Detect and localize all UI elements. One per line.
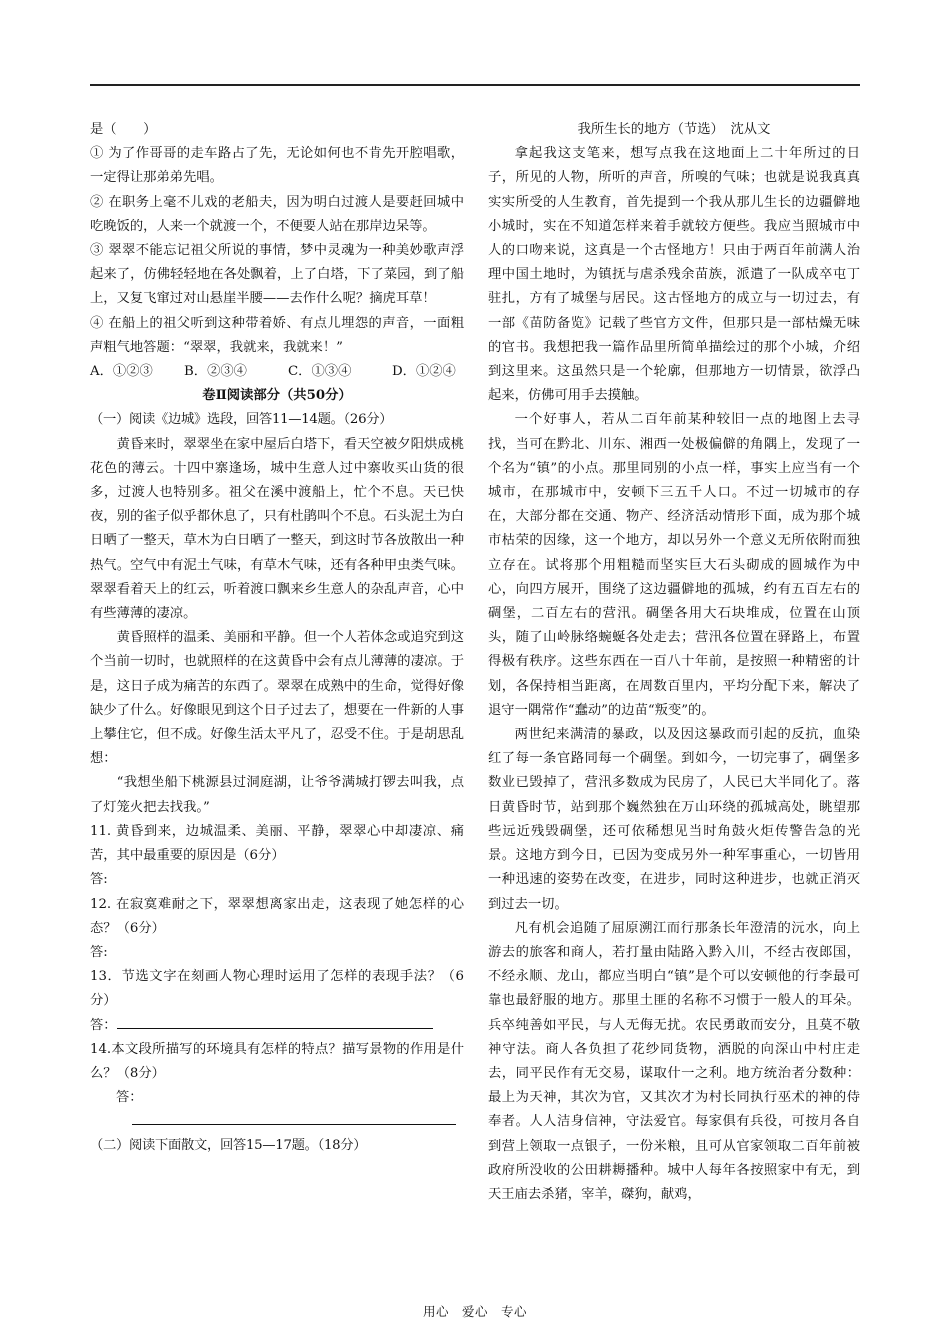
essay-title: 我所生长的地方（节选） 沈从文 <box>577 122 771 137</box>
essay-paragraph-1: 拿起我这支笔来，想写点我在这地面上二十年所过的日子，所见的人物，所听的声音，所嗅的气味；也就是说我真真实实所受的人生教育，首先提到一个我从那儿生长的边疆僻地小城时，实在不知道怎样来着手就较方便些。我应当照城市中人的口吻来说，这真是一个古怪地方！只由于两百年前满人治理中国土地时，为镇抚与虐杀残余苗族，派遣了一队成卒屯丁驻扎，方有了城堡与居民。这古怪地方的成立与一切过去，有一部《苗防备览》记载了些官方文件，但那只是一部枯燥无味的官书。我想把我一篇作品里所简单描绘过的那个小城，介绍到这里来。这虽然只是一个轮廓，但那地方一切情景，欲浮凸起来，仿佛可用手去摸触。 <box>488 146 860 404</box>
header-rule <box>90 84 860 86</box>
q10-item-1: ① 为了作哥哥的走车路占了先，无论如何也不肯先开腔唱歌，一定得让那弟弟先唱。 <box>90 146 464 186</box>
question-12: 12. 在寂寞难耐之下，翠翠想离家出走，这表现了她怎样的心态？（6分） <box>90 896 464 936</box>
passage-paragraph-2: 黄昏照样的温柔、美丽和平静。但一个人若体念或追究到这个当前一切时，也就照样的在这黄昏中会有点儿薄薄的凄凉。于是，这日子成为痛苦的东西了。翠翠在成熟中的生命，觉得好像缺少了什么。好像眼见到这个日子过去了，想要在一件新的人事上攀住它，但不成。好像生活太平凡了，忍受不住。于是胡思乱想： <box>90 630 464 767</box>
question-13: 13．节选文字在刻画人物心理时运用了怎样的表现手法？（6分） <box>90 969 464 1009</box>
essay-paragraph-3: 两世纪来满清的暴政，以及因这暴政而引起的反抗，血染红了每一条官路同每一个碉堡。到如今，一切完事了，碉堡多数业已毁掉了，营汛多数成为民房了，人民已大半同化了。落日黄昏时节，站到那个巍然独在万山环绕的孤城高处，眺望那些远近残毁碉堡，还可依稀想见当时角鼓火炬传警告急的光景。这地方到今日，已因为变成另外一种军事重心，一切皆用一种迅速的姿势在改变，在进步，同时这种进步，也就正消灭到过去一切。 <box>488 727 860 912</box>
essay-paragraph-4: 凡有机会追随了屈原溯江而行那条长年澄清的沅水，向上游去的旅客和商人，若打量由陆路入黔入川，不经古夜郎国，不经永顺、龙山，都应当明白“镇”是个可以安顿他的行李最可靠也最舒服的地方。那里土匪的名称不习惯于一般人的耳朵。兵卒纯善如平民，与人无侮无扰。农民勇敢而安分，且莫不敬神守法。商人各负担了花纱同货物，洒脱的向深山中村庄走去，同平民作有无交易，谋取什一之利。地方统治者分数种：最上为天神，其次为官，又其次才为村长同执行巫术的神的侍奉者。人人洁身信神，守法爱官。每家俱有兵役，可按月各自到营上领取一点银子，一份米粮，且可从官家领取二百年前被政府所没收的公田耕耨播种。城中人每年各按照家中有无，到天王庙去杀猪，宰羊，磔狗，献鸡， <box>488 920 860 1202</box>
answer-line-14 <box>90 1110 464 1134</box>
answer-label-11: 答: <box>90 872 108 888</box>
answer-label-12: 答: <box>90 944 108 960</box>
left-column <box>90 118 464 1159</box>
option-a: A．①②③ <box>90 364 153 380</box>
right-column <box>488 118 860 1207</box>
question-14: 14.本文段所描写的环境具有怎样的特点？描写景物的作用是什么？（8分） <box>90 1041 464 1081</box>
part2-intro: （二）阅读下面散文，回答15—17题。（18分） <box>90 1138 367 1154</box>
answer-blank-14[interactable] <box>132 1110 456 1125</box>
passage-paragraph-1: 黄昏来时，翠翠坐在家中屋后白塔下，看天空被夕阳烘成桃花色的薄云。十四中寨逢场，城中生意人过中寨收买山货的很多，过渡人也特别多。祖父在溪中渡船上，忙个不息。天已快夜，别的雀子似乎都休息了，只有杜鹃叫个不息。石头泥土为白日晒了一整天，草木为白日晒了一整天，到这时节各放散出一种热气。空气中有泥土气味，有草木气味，还有各种甲虫类气味。翠翠看着天上的红云，听着渡口飘来乡生意人的杂乱声音，心中有些薄薄的凄凉。 <box>90 436 464 622</box>
q10-stem-tail: 是（ ） <box>90 122 157 137</box>
q10-item-2: ② 在职务上毫不儿戏的老船夫，因为明白过渡人是要赶回城中吃晚饭的，人来一个就渡一个，不便要人站在那岸边呆等。 <box>90 194 464 234</box>
option-b: B．②③④ <box>184 364 247 380</box>
q10-options <box>90 360 464 384</box>
answer-label-13: 答： <box>90 1017 117 1033</box>
q10-item-4: ④ 在船上的祖父听到这种带着娇、有点儿埋怨的声音，一面粗声粗气地答题：“翠翠，我就来，我就来！” <box>90 315 464 355</box>
part1-intro: （一）阅读《边城》选段，回答11—14题。（26分） <box>90 412 393 428</box>
passage-paragraph-3: “我想坐船下桃源县过洞庭湖，让爷爷满城打锣去叫我，点了灯笼火把去找我。” <box>90 775 464 815</box>
answer-line-13 <box>90 1014 464 1038</box>
page-footer: 用心 爱心 专心 <box>422 1304 527 1319</box>
essay-paragraph-2: 一个好事人，若从二百年前某种较旧一点的地图上去寻找，当可在黔北、川东、湘西一处极偏僻的角隅上，发现了一个名为“镇”的小点。那里同别的小点一样，事实上应当有一个城市，在那城市中，安顿下三五千人口。不过一切城市的存在，大部分都在交通、物产、经济活动情形下面，成为那个城市枯荣的因缘，这一个地方，却以另外一个意义无所依附而独立存在。试将那个用粗糙而坚实巨大石头砌成的圆城作为中心，向四方展开，围绕了这边疆僻地的孤城，约有五百左右的碉堡，二百左右的营汛。碉堡各用大石块堆成，位置在山顶头，随了山岭脉络蜿蜒各处走去；营汛各位置在驿路上，布置得极有秩序。这些东西在一百八十年前，是按照一种精密的计划，各保持相当距离，在周数百里内，平均分配下来，解决了退守一隅常作“蠢动”的边苗“叛变”的。 <box>488 412 860 718</box>
option-d: D．①②④ <box>392 364 456 380</box>
answer-label-14: 答： <box>116 1090 143 1106</box>
answer-blank-13[interactable] <box>117 1014 433 1029</box>
q10-item-3: ③ 翠翠不能忘记祖父所说的事情，梦中灵魂为一种美妙歌声浮起来了，仿佛轻轻地在各处飘着，上了白塔，下了菜园，到了船上，又复飞窜过对山悬崖半腰——去作什么呢？摘虎耳草！ <box>90 243 464 307</box>
question-11: 11. 黄昏到来，边城温柔、美丽、平静，翠翠心中却凄凉、痛苦，其中最重要的原因是（6分） <box>90 823 464 864</box>
option-c: C．①③④ <box>288 364 352 380</box>
section-title: 卷Ⅱ阅读部分（共50分） <box>202 388 352 404</box>
